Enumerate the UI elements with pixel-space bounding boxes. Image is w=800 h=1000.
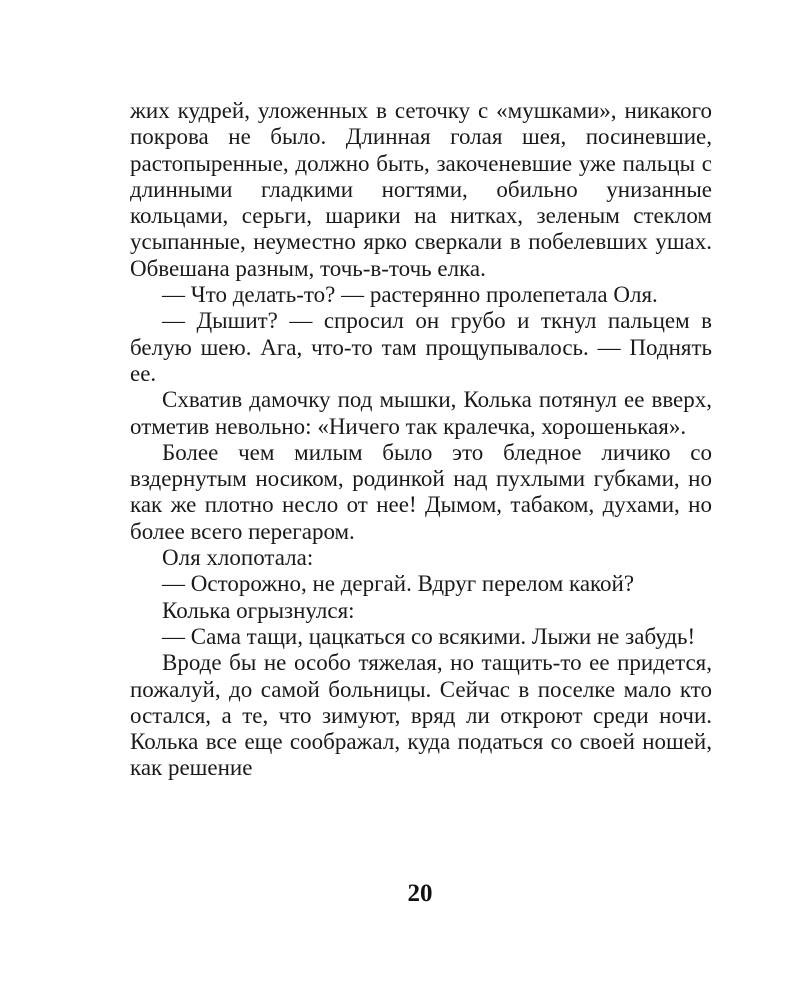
paragraph: Вроде бы не особо тяжелая, но тащить-то ее придется, пожалуй, до самой больницы. Сейчас в поселке мало кто остался, а те, что зимуют, вряд ли откроют среди ночи. Колька все еще соображал, куда податься со своей ношей, как решение	[130, 650, 712, 781]
page-body-text	[130, 98, 712, 782]
paragraph: Оля хлопотала:	[162, 545, 314, 571]
paragraph: — Осторожно, не дергай. Вдруг перелом какой?	[162, 571, 635, 597]
page-number: 20	[407, 880, 433, 907]
paragraph: жих кудрей, уложенных в сеточку с «мушками», никакого покрова не было. Длинная голая шея, посиневшие, растопыренные, должно быть, закоченевшие уже пальцы с длинными гладкими ногтями, обильно унизанные кольцами, серьги, шарики на нитках, зеленым стеклом усыпанные, неуместно ярко сверкали в побелевших ушах. Обвешана разным, точь-в-точь елка.	[130, 98, 712, 281]
paragraph: — Сама тащи, цацкаться со всякими. Лыжи не забудь!	[162, 623, 696, 649]
paragraph: Схватив дамочку под мышки, Колька потянул ее вверх, отметив невольно: «Ничего так кралечка, хорошенькая».	[130, 387, 712, 439]
paragraph: Более чем милым было это бледное личико со вздернутым носиком, родинкой над пухлыми губками, но как же плотно несло от нее! Дымом, табаком, духами, но более всего перегаром.	[130, 439, 712, 544]
paragraph: — Дышит? — спросил он грубо и ткнул пальцем в белую шею. Ага, что-то там прощупывалось. — Поднять ее.	[130, 308, 712, 386]
paragraph: Колька огрызнулся:	[162, 597, 355, 623]
paragraph: — Что делать-то? — растерянно пролепетала Оля.	[162, 282, 658, 308]
